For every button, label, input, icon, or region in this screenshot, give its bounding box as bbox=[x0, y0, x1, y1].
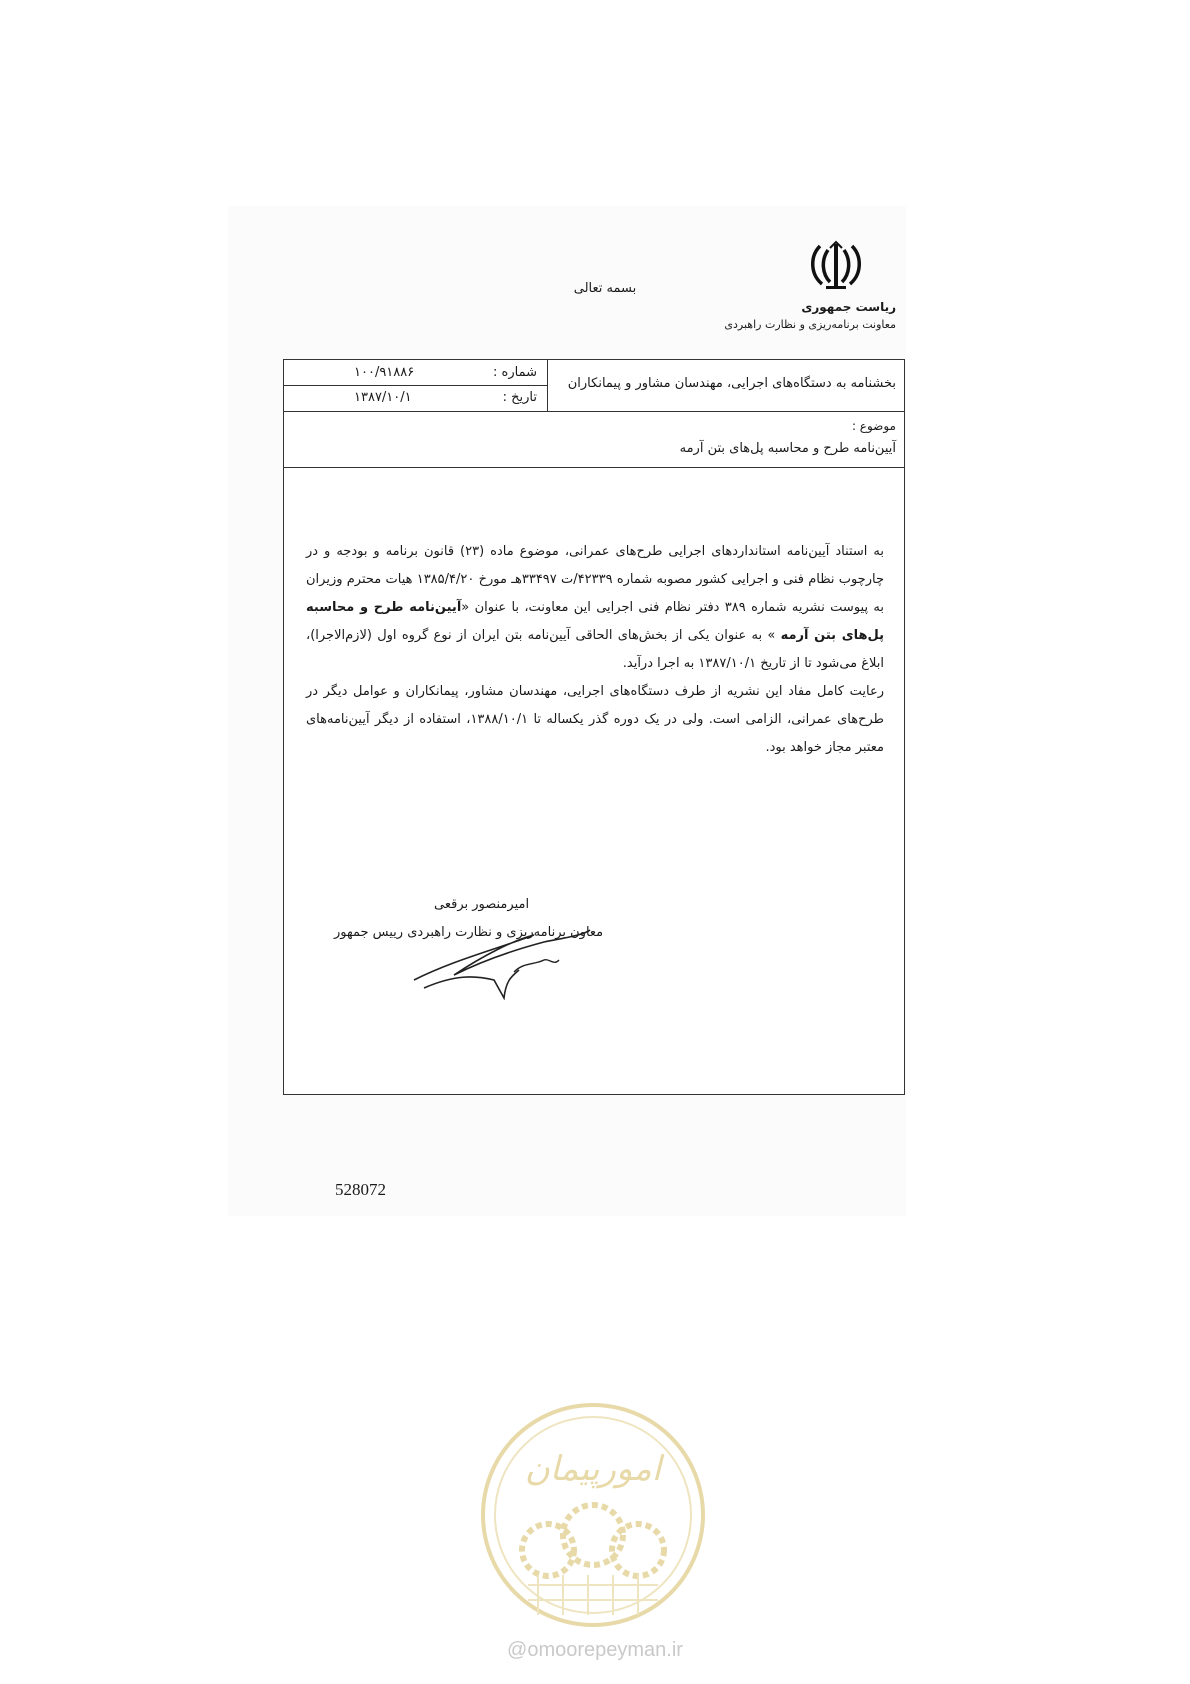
svg-text:امورپیمان: امورپیمان bbox=[524, 1449, 662, 1489]
subject-text: آیین‌نامه طرح و محاسبه پل‌های بتن آرمه bbox=[679, 441, 896, 456]
circular-frame bbox=[283, 359, 905, 1095]
signatory-title: معاون برنامه‌ریزی و نظارت راهبردی رییس جمهور bbox=[334, 925, 604, 940]
bismillah-heading: بسمه تعالی bbox=[573, 281, 637, 296]
body-p1-bold-title: آیین‌نامه طرح و محاسبه پل‌های بتن آرمه bbox=[306, 600, 885, 643]
date-label: تاریخ : bbox=[502, 390, 537, 405]
signatory-name: امیرمنصور برقعی bbox=[434, 897, 530, 912]
subject-row bbox=[284, 411, 904, 468]
watermark-site: @omoorepeyman.ir bbox=[507, 1639, 683, 1661]
date-line bbox=[284, 385, 547, 410]
organization-name: ریاست جمهوری bbox=[801, 300, 896, 314]
number-line bbox=[284, 360, 547, 386]
subject-label: موضوع : bbox=[851, 419, 896, 433]
document-code: 528072 bbox=[335, 1180, 386, 1199]
body-paragraph-1 bbox=[306, 538, 884, 678]
recipient-row bbox=[284, 360, 904, 412]
number-value: ۱۰۰/۹۱۸۸۶ bbox=[354, 365, 415, 380]
body-paragraph-2: رعایت کامل مفاد این نشریه از طرف دستگاه‌های اجرایی، مهندسان مشاور، پیمانکاران و عوامل دیگر در طرح‌های عمرانی، الزامی است. ولی در یک دوره گذر یکساله تا ۱۳۸۸/۱۰/۱، استفاده از دیگر آیین‌نامه‌های معتبر مجاز خواهد بود. bbox=[306, 684, 884, 755]
iran-emblem-icon bbox=[806, 240, 866, 292]
date-value: ۱۳۸۷/۱۰/۱ bbox=[354, 390, 412, 405]
recipients-text: بخشنامه به دستگاه‌های اجرایی، مهندسان مشاور و پیمانکاران bbox=[567, 376, 896, 391]
body-p1-start: به استناد آیین‌نامه استانداردهای اجرایی طرح‌های عمرانی، موضوع ماده (۲۳) قانون برنامه و بودجه و در چارچوب نظام فنی و اجرایی کشور مصوبه شماره ۴۲۳۳۹/ت ۳۳۴۹۷هـ مورخ ۱۳۸۵/۴/۲۰ هیات محترم وزیران به پیوست نشریه شماره ۳۸۹ دفتر نظام فنی اجرایی این معاونت، با عنوان « bbox=[306, 544, 884, 615]
department-name: معاونت برنامه‌ریزی و نظارت راهبردی bbox=[724, 318, 896, 331]
letter-meta-box bbox=[284, 360, 548, 411]
letter-body bbox=[306, 538, 884, 762]
number-label: شماره : bbox=[493, 365, 537, 380]
omoorepeyman-logo-watermark bbox=[478, 1400, 708, 1630]
body-p1-end: » به عنوان یکی از بخش‌های الحاقی آیین‌نامه بتن ایران از نوع گروه اول (لازم‌الاجرا)، ابلاغ می‌شود تا از تاریخ ۱۳۸۷/۱۰/۱ به اجرا درآید. bbox=[306, 628, 884, 671]
